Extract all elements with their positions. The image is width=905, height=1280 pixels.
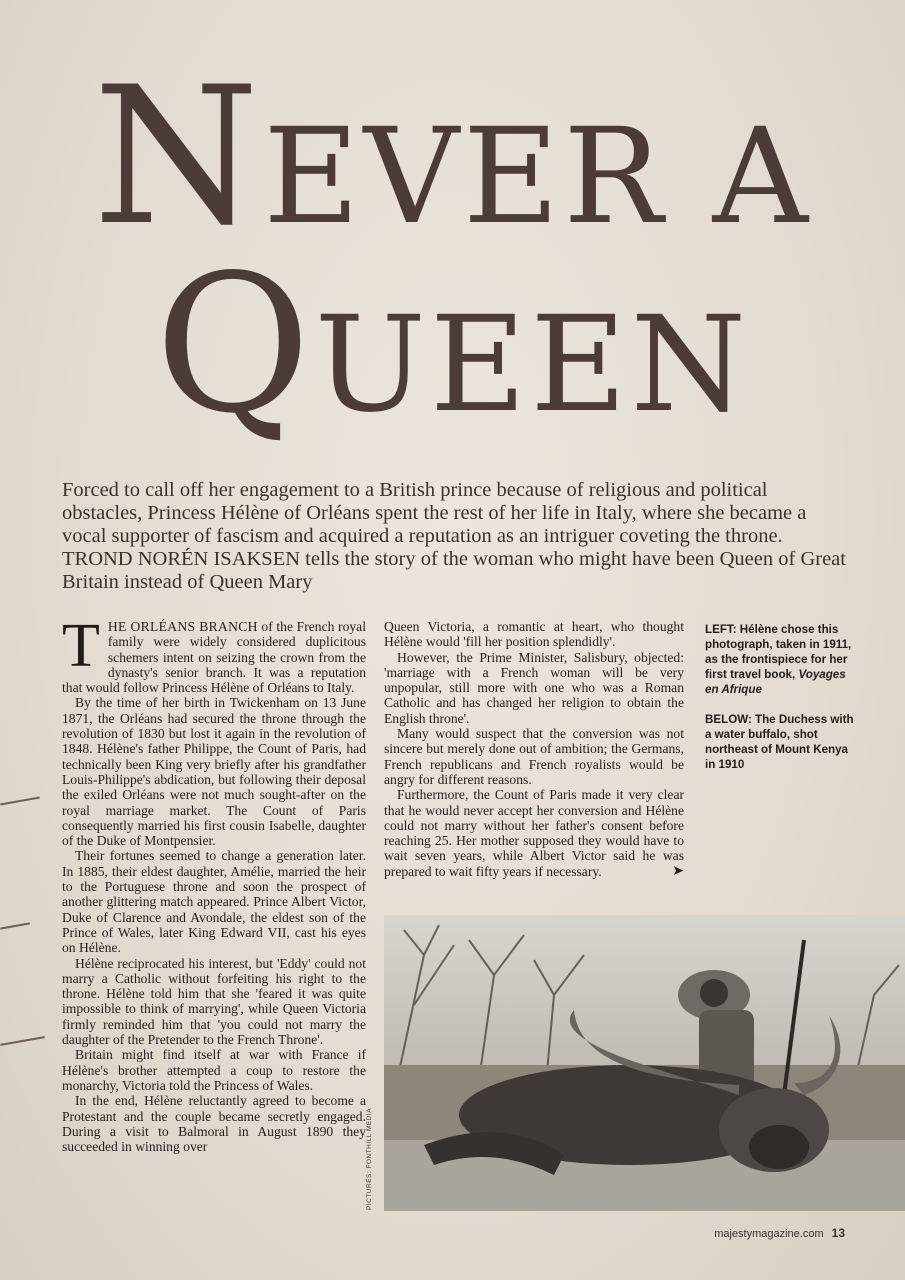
paragraph: Hélène reciprocated his interest, but 'Eddy' could not marry a Catholic without forfeiting his right to the throne. Hélène told him that she 'feared it was quite impossible to think of marrying', while Queen Victoria firmly reminded him that 'you could not marry the daughter of the Pretender to the French Throne'. <box>62 955 366 1048</box>
buffalo-photo <box>384 915 905 1211</box>
paragraph: Many would suspect that the conversion was not sincere but merely done out of ambition; the Germans, French republicans and French royalists would be angry for different reasons. <box>384 726 684 787</box>
paragraph: By the time of her birth in Twickenham on 13 June 1871, the Orléans had secured the throne through the revolution of 1830 but lost it again in the revolution of 1848. Hélène's father Philippe, the Count of Paris, had technically been King very briefly after his grandfather Louis-Philippe's abdication, but following their deposal the exiled Orléans were not much sought-after on the royal marriage market. The Count of Paris consequently married his first cousin Isabelle, daughter of the Duke of Montpensier. <box>62 695 366 849</box>
footer-site: majestymagazine.com <box>714 1228 824 1240</box>
photo-illustration <box>384 915 905 1211</box>
continue-arrow-icon: ➤ <box>672 863 684 879</box>
decorative-scratch <box>0 797 40 806</box>
page-footer <box>714 1226 845 1240</box>
paragraph: In the end, Hélène reluctantly agreed to become a Protestant and the couple became secretly engaged. During a visit to Balmoral in August 1890 they succeeded in winning over <box>62 1093 366 1155</box>
caption-below: BELOW: The Duchess with a water buffalo, shot northeast of Mount Kenya in 1910 <box>705 713 854 771</box>
article-column-1 <box>62 612 366 1155</box>
drop-cap: T <box>62 612 100 680</box>
paragraph: Britain might find itself at war with France if Hélène's brother attempted a coup to restore the monarchy, Victoria told the Princess of Wales. <box>62 1047 366 1093</box>
decorative-scratch <box>0 1036 45 1046</box>
headline-line-1: NEVER A <box>93 46 812 267</box>
page-number: 13 <box>831 1226 845 1240</box>
paragraph: However, the Prime Minister, Salisbury, objected: 'marriage with a French woman will be very unpopular, still more with one who was a Roman Catholic and has changed her religion to obtain the English throne'. <box>384 649 684 726</box>
headline-line-2: QUEEN <box>154 234 751 455</box>
paragraph: Furthermore, the Count of Paris made it very clear that he would never accept her conversion and Hélène could not marry without her father's consent before reaching 25. Her mother supposed they would have to wait seven years, while Albert Victor said he was prepared to wait fifty years if necessary. ➤ <box>384 787 684 879</box>
paragraph: THE ORLÉANS BRANCH of the French royal family were widely considered duplicitous schemers intent on seizing the crown from the dynasty's senior branch. It was a reputation that would follow Princess Hélène of Orléans to Italy. <box>62 612 366 696</box>
standfirst: Forced to call off her engagement to a British prince because of religious and political obstacles, Princess Hélène of Orléans spent the rest of her life in Italy, where she became a vocal supporter of fascism and acquired a reputation as an intriguer coveting the throne. TROND NORÉN ISAKSEN tells the story of the woman who might have been Queen of Great Britain instead of Queen Mary <box>62 479 846 593</box>
paragraph: Their fortunes seemed to change a generation later. In 1885, their eldest daughter, Amélie, married the heir to the Portuguese throne and soon the prospect of another glittering match appeared. Prince Albert Victor, Duke of Clarence and Avondale, the eldest son of the Prince of Wales, later King Edward VII, cast his eyes on Hélène. <box>62 848 366 956</box>
decorative-scratch <box>0 922 30 929</box>
article-column-2 <box>384 619 684 879</box>
caption-left: LEFT: Hélène chose this photograph, taken in 1911, as the frontispiece for her first travel book, Voyages en Afrique <box>705 623 852 696</box>
photo-credit: PICTURES: FONTHILL MEDIA <box>366 1107 373 1210</box>
paragraph: Queen Victoria, a romantic at heart, who thought Hélène would 'fill her position splendidly'. <box>384 619 684 650</box>
